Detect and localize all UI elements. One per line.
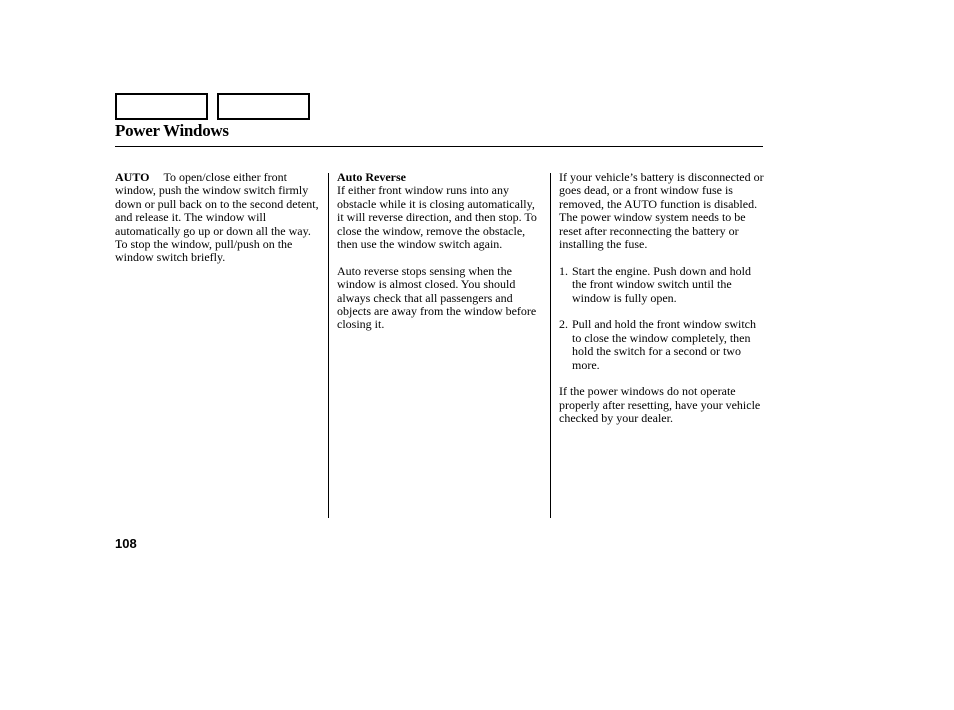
auto-reverse-paragraph-2: Auto reverse stops sensing when the window is almost closed. You should always check that all passengers and objects are away from the window before closing it. xyxy=(337,263,537,332)
column-reset xyxy=(559,171,765,439)
column-divider-1 xyxy=(328,173,329,518)
reset-step-1 xyxy=(559,265,765,305)
auto-reverse-paragraph-1: If either front window runs into any obstacle while it is closing automatically, it will reverse direction, and then stop. To close the window, remove the obstacle, then use the window switch again. xyxy=(337,183,537,252)
nav-box-right xyxy=(217,93,310,120)
page-title: Power Windows xyxy=(115,121,229,140)
nav-box-left xyxy=(115,93,208,120)
auto-reverse-heading: Auto Reverse xyxy=(337,170,406,184)
auto-text: To open/close either front window, push the window switch firmly down or pull back on to the second detent, and release it. The window will automatically go up or down all the way. To stop the window, pull/push on the window switch briefly. xyxy=(115,170,319,265)
column-auto xyxy=(115,171,321,278)
auto-label: AUTO xyxy=(115,170,150,184)
column-divider-2 xyxy=(550,173,551,518)
step-number: 1. xyxy=(559,263,568,278)
column-auto-reverse xyxy=(337,171,543,345)
step-text: Pull and hold the front window switch to close the window completely, then hold the switch for a second or two more. xyxy=(572,317,756,372)
step-text: Start the engine. Push down and hold the front window switch until the window is fully open. xyxy=(572,263,751,305)
auto-paragraph xyxy=(115,171,321,265)
reset-intro: If your vehicle’s battery is disconnected or goes dead, or a front window fuse is removed, the AUTO function is disabled. The power window system needs to be reset after reconnecting the battery or installing the fuse. xyxy=(559,170,764,252)
step-number: 2. xyxy=(559,317,568,332)
title-divider xyxy=(115,146,763,147)
reset-step-2 xyxy=(559,318,765,372)
page-number: 108 xyxy=(115,536,137,551)
reset-outro: If the power windows do not operate properly after resetting, have your vehicle checked by your dealer. xyxy=(559,384,761,426)
